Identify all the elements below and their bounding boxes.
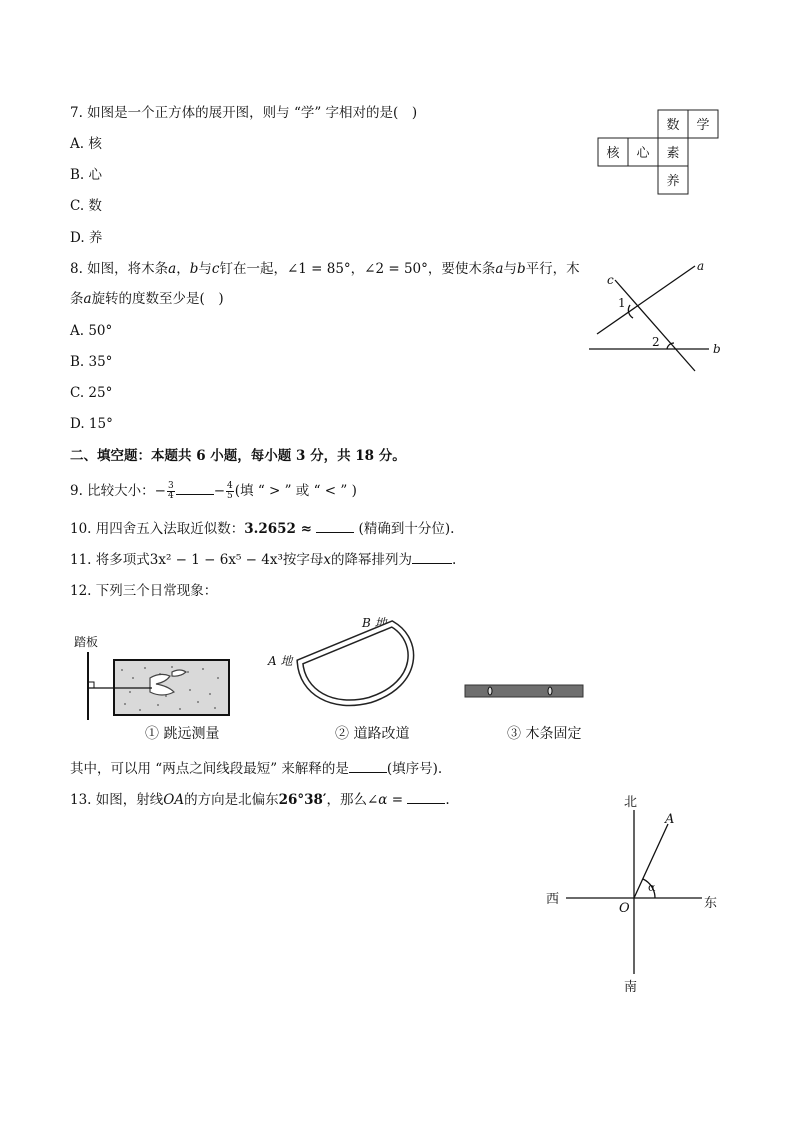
q13-suffix-a: ，那么∠ <box>326 792 379 808</box>
label-angle1: 1 <box>618 296 626 310</box>
q9-f1-den: 4 <box>167 491 174 501</box>
net-cell-he: 核 <box>606 146 620 161</box>
q13-suffix-b: = <box>387 792 404 808</box>
q12-stem: 12. 下列三个日常现象： <box>70 583 218 599</box>
q8-var-a2: a <box>495 261 504 277</box>
b-place-label: B 地 <box>362 616 387 630</box>
q8-lines-figure <box>585 258 725 378</box>
q11-answer-blank[interactable] <box>412 551 452 564</box>
section-2-label: 二、填空题： <box>70 448 151 464</box>
q8-var-c: c <box>211 261 220 277</box>
q10-line <box>70 520 454 538</box>
q13-answer-blank[interactable] <box>407 791 445 804</box>
q11-prefix: 11. 将多项式 <box>70 552 150 568</box>
alpha-label: α <box>648 881 656 894</box>
caption-3: ③ 木条固定 <box>507 726 582 742</box>
board-label: 踏板 <box>74 635 99 649</box>
q9-answer-blank[interactable] <box>176 482 214 495</box>
road-figure <box>267 616 411 703</box>
east-label: 东 <box>704 896 718 911</box>
q9-line <box>70 482 357 501</box>
q7-stem: 7. 如图是一个正方体的展开图，则与 “学” 字相对的是( ) <box>70 105 418 121</box>
q9-f2-num: 4 <box>227 481 233 491</box>
q9-prefix: 9. 比较大小： <box>70 483 155 499</box>
compass-figure <box>540 788 730 1000</box>
q12-answer-suffix: (填序号). <box>386 761 443 777</box>
label-b: b <box>713 342 721 356</box>
q12-answer-line <box>70 760 442 778</box>
q12-figures <box>70 612 600 747</box>
wood-strip-figure <box>465 685 583 697</box>
q8-sep: ， <box>176 261 190 277</box>
origin-label: O <box>619 901 630 916</box>
q7-option-d: D. 养 <box>70 230 103 246</box>
q8-stem-line2 <box>70 290 224 308</box>
q9-fraction-1 <box>167 482 175 501</box>
q11-mid: 按字母 <box>282 552 324 568</box>
q8-stem-part3: 平行，木 <box>525 261 580 277</box>
q11-line <box>70 551 456 569</box>
q10-answer-blank[interactable] <box>316 520 354 533</box>
q9-minus1: − <box>154 483 166 499</box>
q11-end: . <box>452 552 457 568</box>
q8-stem-part1: 8. 如图，将木条 <box>70 261 169 277</box>
q11-suffix: 的降幂排列为 <box>331 552 413 568</box>
q8-with: 与 <box>198 261 212 277</box>
q13-end: . <box>445 792 450 808</box>
net-cell-shu: 数 <box>666 118 680 133</box>
q10-prefix: 10. 用四舍五入法取近似数： <box>70 521 245 537</box>
q8-var-b: b <box>189 261 199 277</box>
q8-stem-part2: 钉在一起，∠1 = 85°，∠2 = 50°，要使木条 <box>219 261 496 277</box>
q13-line <box>70 791 450 809</box>
north-label: 北 <box>624 795 638 810</box>
caption-1: ① 跳远测量 <box>145 726 220 742</box>
net-cell-xue: 学 <box>696 118 710 133</box>
cube-net-figure <box>596 108 722 196</box>
net-cell-xin: 心 <box>636 146 650 161</box>
q13-angle: 26°38′ <box>278 792 327 808</box>
q9-f2-den: 5 <box>227 491 233 501</box>
section-2-header <box>70 447 406 465</box>
q9-suffix: (填 “ > ” 或 “ < ” ) <box>234 483 357 499</box>
long-jump-figure <box>74 634 229 720</box>
a-place-label: A 地 <box>268 654 293 668</box>
label-a: a <box>697 259 705 273</box>
q12-answer-prefix: 其中，可以用 “两点之间线段最短” 来解释的是 <box>70 761 349 777</box>
q7-option-c: C. 数 <box>70 198 102 214</box>
q8-var-a: a <box>168 261 177 277</box>
caption-2: ② 道路改道 <box>335 726 410 742</box>
net-cell-yang: 养 <box>666 174 680 189</box>
q11-poly: 3x² − 1 − 6x⁵ − 4x³ <box>149 552 283 568</box>
q8-option-c: C. 25° <box>70 385 113 401</box>
q9-f1-num: 3 <box>167 481 174 491</box>
south-label: 南 <box>624 980 638 995</box>
q10-value: 3.2652 ≈ <box>244 521 312 537</box>
q8-option-a: A. 50° <box>70 323 113 339</box>
q8-option-d: D. 15° <box>70 416 113 432</box>
point-a-label: A <box>665 812 675 827</box>
q13-alpha: α <box>378 792 388 808</box>
q8-stem-part4: 条 <box>70 291 84 307</box>
west-label: 西 <box>546 892 560 907</box>
q7-option-b: B. 心 <box>70 167 103 183</box>
q13-mid: 的方向是北偏东 <box>184 792 279 808</box>
q10-suffix: (精确到十分位). <box>358 521 455 537</box>
q8-stem-part5: 旋转的度数至少是( ) <box>91 291 224 307</box>
label-c: c <box>607 273 614 287</box>
q13-prefix: 13. 如图，射线 <box>70 792 164 808</box>
net-cell-su: 素 <box>666 146 680 161</box>
angle1-arc <box>628 305 633 318</box>
q9-fraction-2 <box>226 482 234 501</box>
q12-answer-blank[interactable] <box>349 760 387 773</box>
q7-option-a: A. 核 <box>70 136 102 152</box>
q11-var: x <box>323 552 332 568</box>
q8-option-b: B. 35° <box>70 354 113 370</box>
q9-minus2: − <box>213 483 226 499</box>
section-2-rule: 本题共 6 小题，每小题 3 分，共 18 分。 <box>151 448 406 464</box>
q8-with2: 与 <box>503 261 517 277</box>
q13-ray: OA <box>163 792 185 808</box>
label-angle2: 2 <box>652 335 660 349</box>
q8-stem-line1 <box>70 260 580 278</box>
q8-var-b2: b <box>516 261 526 277</box>
q8-var-a3: a <box>83 291 92 307</box>
